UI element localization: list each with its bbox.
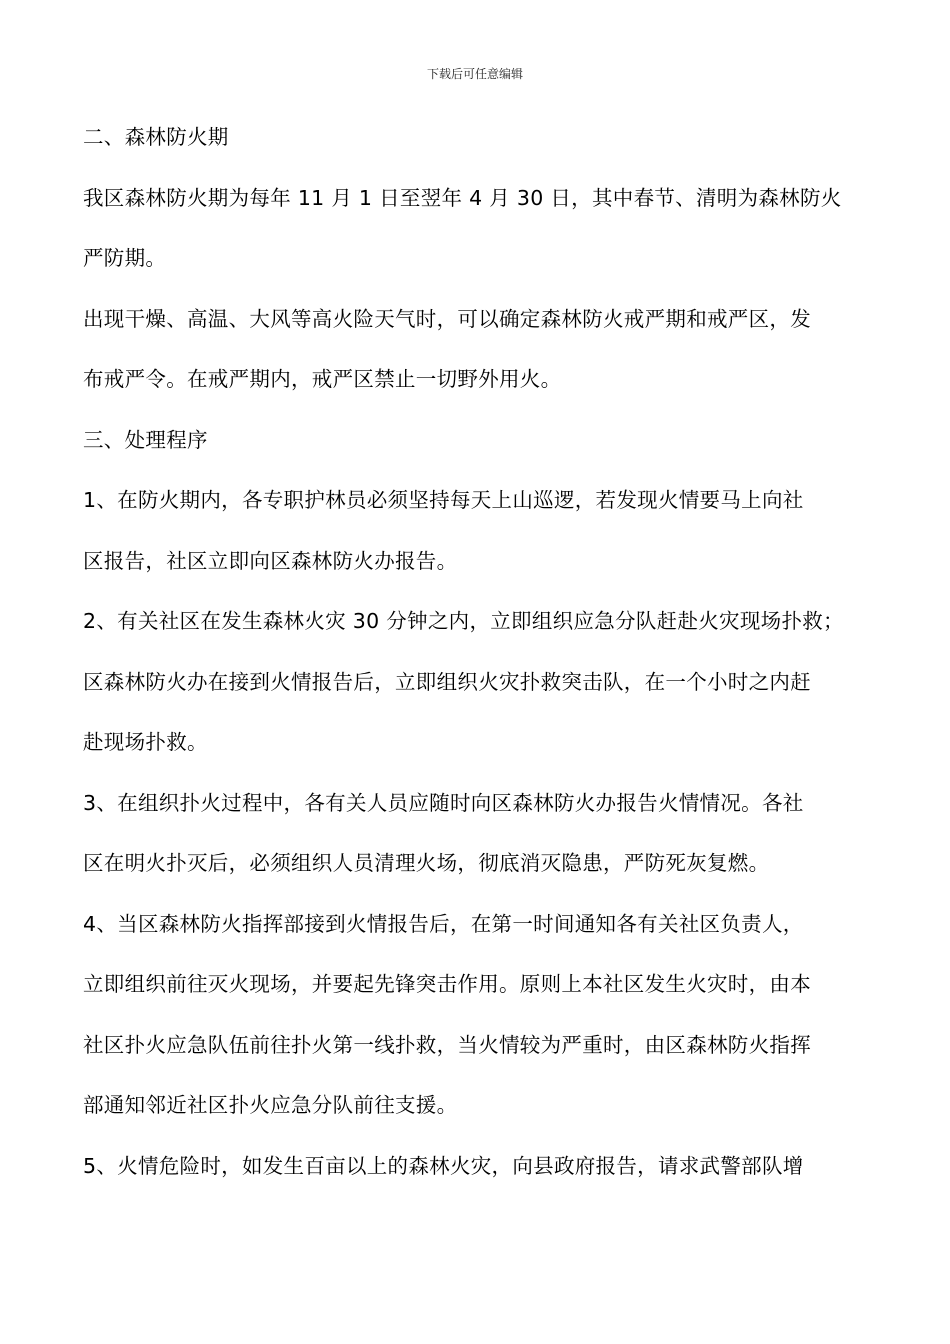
paragraph-line: 我区森林防火期为每年 11 月 1 日至翌年 4 月 30 日，其中春节、清明为森林防火 <box>83 185 842 210</box>
paragraph-line: 布戒严令。在戒严期内，戒严区禁止一切野外用火。 <box>83 367 562 391</box>
paragraph-line: 严防期。 <box>83 246 167 270</box>
list-item-line: 立即组织前往灭火现场，并要起先锋突击作用。原则上本社区发生火灾时，由本 <box>83 972 811 996</box>
list-item-line: 5、火情危险时，如发生百亩以上的森林火灾，向县政府报告，请求武警部队增 <box>83 1153 804 1178</box>
list-item-line: 区森林防火办在接到火情报告后，立即组织火灾扑救突击队，在一个小时之内赶 <box>83 669 811 694</box>
list-item-line: 区在明火扑灭后，必须组织人员清理火场，彻底消灭隐患，严防死灰复燃。 <box>83 851 770 875</box>
page-header-note: 下载后可任意编辑 <box>426 67 523 81</box>
list-item-line: 区报告，社区立即向区森林防火办报告。 <box>83 548 458 573</box>
section-heading-fire-season: 二、森林防火期 <box>83 125 229 149</box>
section-heading-procedure: 三、处理程序 <box>83 427 208 452</box>
list-item-line: 社区扑火应急队伍前往扑火第一线扑救，当火情较为严重时，由区森林防火指挥 <box>83 1032 811 1057</box>
list-item-line: 部通知邻近社区扑火应急分队前往支援。 <box>83 1093 458 1117</box>
paragraph-line: 出现干燥、高温、大风等高火险天气时，可以确定森林防火戒严期和戒严区，发 <box>83 306 811 331</box>
list-item-line: 1、在防火期内，各专职护林员必须坚持每天上山巡逻，若发现火情要马上向社 <box>83 488 804 512</box>
list-item-line: 赴现场扑救。 <box>83 730 208 754</box>
list-item-line: 4、当区森林防火指挥部接到火情报告后，在第一时间通知各有关社区负责人， <box>83 911 804 936</box>
document-body <box>83 116 883 1205</box>
list-item-line: 2、有关社区在发生森林火灾 30 分钟之内，立即组织应急分队赶赴火灾现场扑救； <box>83 609 844 633</box>
list-item-line: 3、在组织扑火过程中，各有关人员应随时向区森林防火办报告火情情况。各社 <box>83 790 804 815</box>
